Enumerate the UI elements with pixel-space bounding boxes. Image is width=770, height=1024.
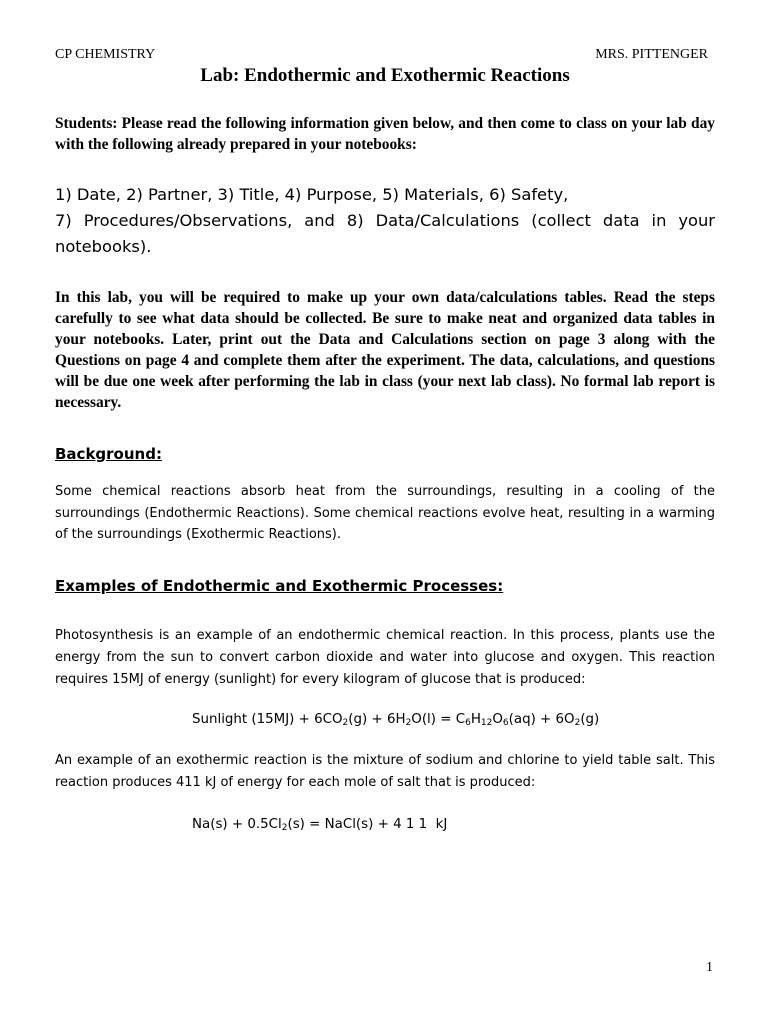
- photosynthesis-text: Photosynthesis is an example of an endothermic chemical reaction. In this process, plants use the energy from the sun to convert carbon dioxide and water into glucose and oxygen. This reaction requires 15MJ of energy (sunlight) for every kilogram of glucose that is produced:: [55, 628, 715, 687]
- photosynthesis-equation: Sunlight $(15MJ) + 6CO_2(g) + 6H_2O(l) = C_6H_{12}O_6(aq) + 6O_2(g)$: [192, 712, 600, 728]
- checklist-line-2: 7) Procedures/Observations, and 8) Data/Calculations (collect data in your notebooks).: [55, 211, 715, 256]
- page-title: Lab: Endothermic and Exothermic Reactions: [200, 65, 570, 86]
- background-heading: Background:: [55, 445, 162, 463]
- lab-instructions-paragraph: In this lab, you will be required to make up your own data/calculations tables. Read the steps carefully to see what data should be collected. Be sure to make neat and organized data tables in your notebooks. Later, print out the Data and Calculations section on page 3 along with the Questions on page 4 and complete them after the experiment. The data, calculations, and questions will be due one week after performing the lab in class (your next lab class). No formal lab report is necessary.: [55, 289, 715, 411]
- salt-equation: $Na(s) + 0.5Cl_2(s)$ = NaCl(s) + 4 1 1 kJ: [192, 817, 448, 833]
- checklist-line-1: 1) Date, 2) Partner, 3) Title, 4) Purpose, 5) Materials, 6) Safety,: [55, 185, 569, 204]
- intro-paragraph: Students: Please read the following information given below, and then come to class on your lab day with the following already prepared in your notebooks:: [55, 115, 715, 153]
- course-header: CP CHEMISTRY: [55, 47, 156, 62]
- background-text: Some chemical reactions absorb heat from the surroundings, resulting in a cooling of the surroundings (Endothermic Reactions). Some chemical reactions evolve heat, resulting in a warming of the surroundings (Exothermic Reactions).: [55, 484, 715, 542]
- notebook-checklist: [55, 182, 715, 260]
- page-number: 1: [706, 960, 713, 975]
- exothermic-text: An example of an exothermic reaction is the mixture of sodium and chlorine to yield table salt. This reaction produces 411 kJ of energy for each mole of salt that is produced:: [55, 753, 715, 790]
- examples-heading: Examples of Endothermic and Exothermic Processes:: [55, 577, 504, 595]
- teacher-header: MRS. PITTENGER: [595, 47, 708, 62]
